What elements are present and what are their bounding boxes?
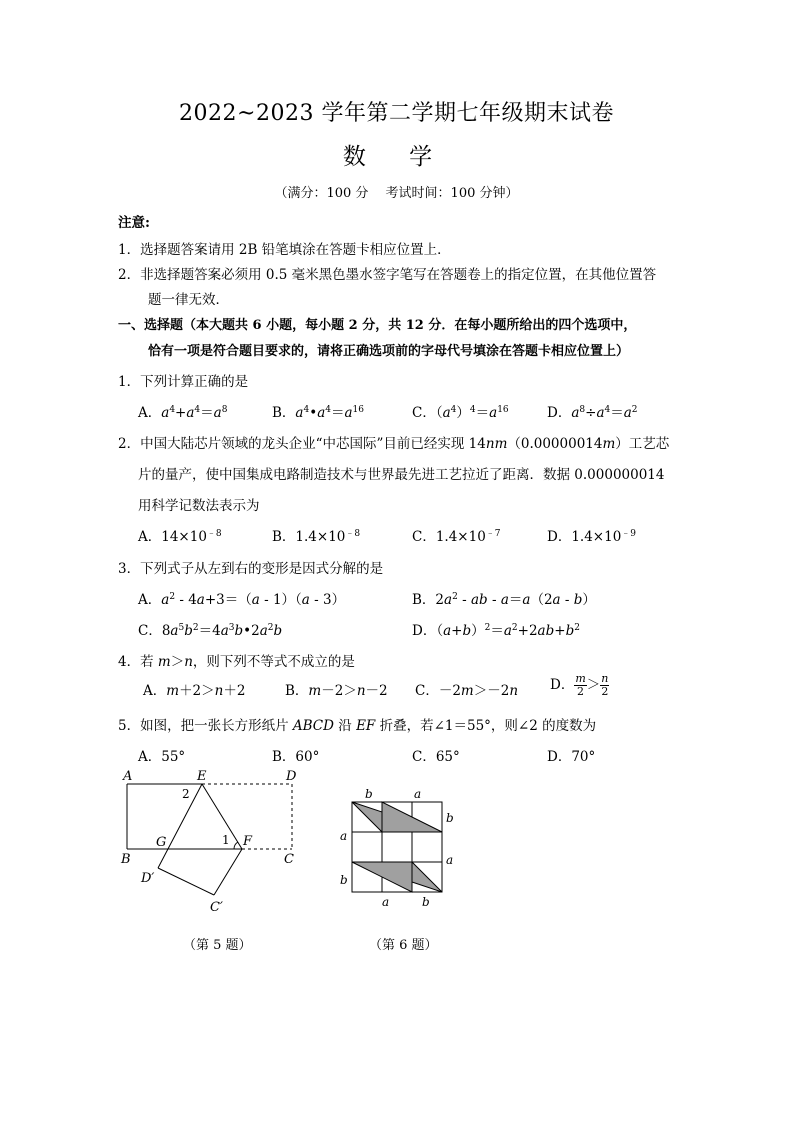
q5-stem-mid: 沿	[333, 718, 357, 734]
q3-option-a: A．$a^2 - 4a+3=(a - 1)(a - 3)$	[138, 592, 346, 608]
q5-option-c: C．65°	[412, 749, 460, 765]
fig5-label-f: F	[243, 834, 253, 849]
figure-5-caption: （第 5 题）	[183, 938, 252, 953]
fig5-label-c: C	[284, 852, 294, 867]
q3-option-d: D．$(a+b)^2=a^2+2ab+b^2$	[412, 623, 580, 639]
notes-heading: 注意:	[118, 215, 150, 231]
q4-stem-post: ，则下列不等式不成立的是	[192, 654, 355, 670]
q2-d-exp: ﹣9	[621, 529, 637, 539]
q2-line3: 用科学记数法表示为	[138, 498, 260, 514]
q1-option-a: A．$a^4+a^4=a^8$	[138, 405, 228, 421]
fig5-label-a: A	[123, 769, 133, 784]
figure-6-square-pattern	[330, 780, 465, 915]
fig6-label-a-bottom: a	[382, 895, 390, 909]
fig5-label-c-prime: C′	[210, 900, 223, 915]
q4-option-d: D． $\frac{m}{2}$ ＞ $\frac{n}{2}$	[550, 672, 609, 698]
q2-line1	[118, 432, 669, 452]
q2-b-text: B．1.4×10	[272, 529, 346, 545]
fig6-label-b-left: b	[340, 873, 348, 887]
q2-option-c	[412, 525, 501, 545]
fig5-angle-1: 1	[222, 833, 230, 847]
q4-stem: 4．若 m＞n，则下列不等式不成立的是	[118, 654, 355, 670]
q2-line1-a: 2．中国大陆芯片领域的龙头企业“中芯国际”目前已经实现 14	[118, 436, 486, 452]
q2-option-a	[138, 525, 222, 545]
q2-c-text: C．1.4×10	[412, 529, 486, 545]
figure-6-caption: （第 6 题）	[369, 938, 438, 953]
q1-option-c: C．$(a^4)^4=a^{16}$	[412, 405, 509, 421]
fig5-label-d-prime: D′	[141, 871, 155, 886]
fig5-label-d: D	[286, 769, 297, 784]
q5-rect-name: ABCD	[292, 718, 334, 734]
q5-option-d: D．70°	[547, 749, 596, 765]
q5-fold-line: EF	[356, 718, 376, 734]
q5-stem	[118, 714, 596, 734]
q2-option-b	[272, 525, 360, 545]
fig5-label-g: G	[156, 835, 167, 850]
section1-line2: 恰有一项是符合题目要求的，请将正确选项前的字母代号填涂在答题卡相应位置上）	[148, 344, 630, 359]
q1-c-label: C．（	[412, 405, 443, 421]
fig5-label-e: E	[197, 769, 207, 784]
fig6-label-b-right: b	[446, 811, 454, 825]
q2-unit-nm: nm	[485, 436, 508, 452]
exam-title: 2022~2023 学年第二学期七年级期末试卷	[179, 101, 614, 126]
fig6-label-a-left: a	[340, 829, 348, 843]
q1-a-label: A．	[138, 405, 162, 421]
q4-option-a: A．m＋2＞n＋2	[143, 683, 246, 699]
note-1: 1．选择题答案请用 2B 铅笔填涂在答题卡相应位置上．	[118, 242, 451, 258]
q4-option-c: C．－2m＞－2n	[415, 683, 519, 699]
note-2-cont: 题一律无效．	[148, 292, 229, 308]
q2-line1-b: （0.00000014	[507, 436, 603, 452]
q2-d-text: D．1.4×10	[547, 529, 622, 545]
q2-option-d	[547, 525, 636, 545]
fig6-label-b-bottom: b	[422, 895, 430, 909]
q2-line1-c: ）工艺芯	[615, 436, 670, 452]
q3-option-b: B．$2a^2$ - ab - a＝a（2a - b）	[412, 592, 596, 608]
fig6-label-b-top: b	[365, 787, 373, 801]
fig6-label-a-top: a	[414, 787, 422, 801]
q5-stem-post: 折叠，若∠1＝55°，则∠2 的度数为	[375, 718, 597, 734]
exam-info: （满分：100 分 考试时间：100 分钟）	[274, 186, 519, 201]
q5-option-b: B．60°	[272, 749, 320, 765]
q3-stem: 3．下列式子从左到右的变形是因式分解的是	[118, 561, 384, 577]
q1-stem: 1．下列计算正确的是	[118, 374, 249, 390]
q4-option-b: B．m－2＞n－2	[285, 683, 388, 699]
q3-option-c: C．$8a^5b^2=4a^3b•2a^2b$	[138, 623, 283, 639]
section1-line1: 一、选择题（本大题共 6 小题，每小题 2 分，共 12 分．在每小题所给出的四个选项中，	[118, 318, 637, 333]
figure-5-folded-rectangle	[110, 765, 310, 925]
q2-b-exp: ﹣8	[345, 529, 361, 539]
q2-line2: 片的量产，使中国集成电路制造技术与世界最先进工艺拉近了距离．数据 0.000000014	[138, 467, 665, 483]
q2-c-exp: ﹣7	[485, 529, 501, 539]
q1-option-d: D．$a^8\div a^4=a^2$	[547, 405, 638, 421]
exam-subject: 数 学	[342, 144, 451, 170]
fig5-label-b: B	[121, 852, 131, 867]
note-2: 2．非选择题答案必须用 0.5 毫米黑色墨水签字笔写在答题卷上的指定位置，在其他位置答	[118, 267, 657, 283]
fig6-label-a-right: a	[446, 853, 454, 867]
q1-b-label: B．	[272, 405, 296, 421]
q4-stem-pre: 4．若	[118, 654, 158, 670]
q5-option-a: A．55°	[138, 749, 186, 765]
q5-stem-pre: 5．如图，把一张长方形纸片	[118, 718, 293, 734]
q1-d-label: D．	[547, 405, 572, 421]
q2-a-text: A．14×10	[138, 529, 207, 545]
q1-option-b: B．$a^4•a^4=a^{16}$	[272, 405, 364, 421]
q2-unit-m: m	[602, 436, 616, 452]
q2-a-exp: ﹣8	[206, 529, 222, 539]
fig5-angle-2: 2	[182, 787, 190, 801]
